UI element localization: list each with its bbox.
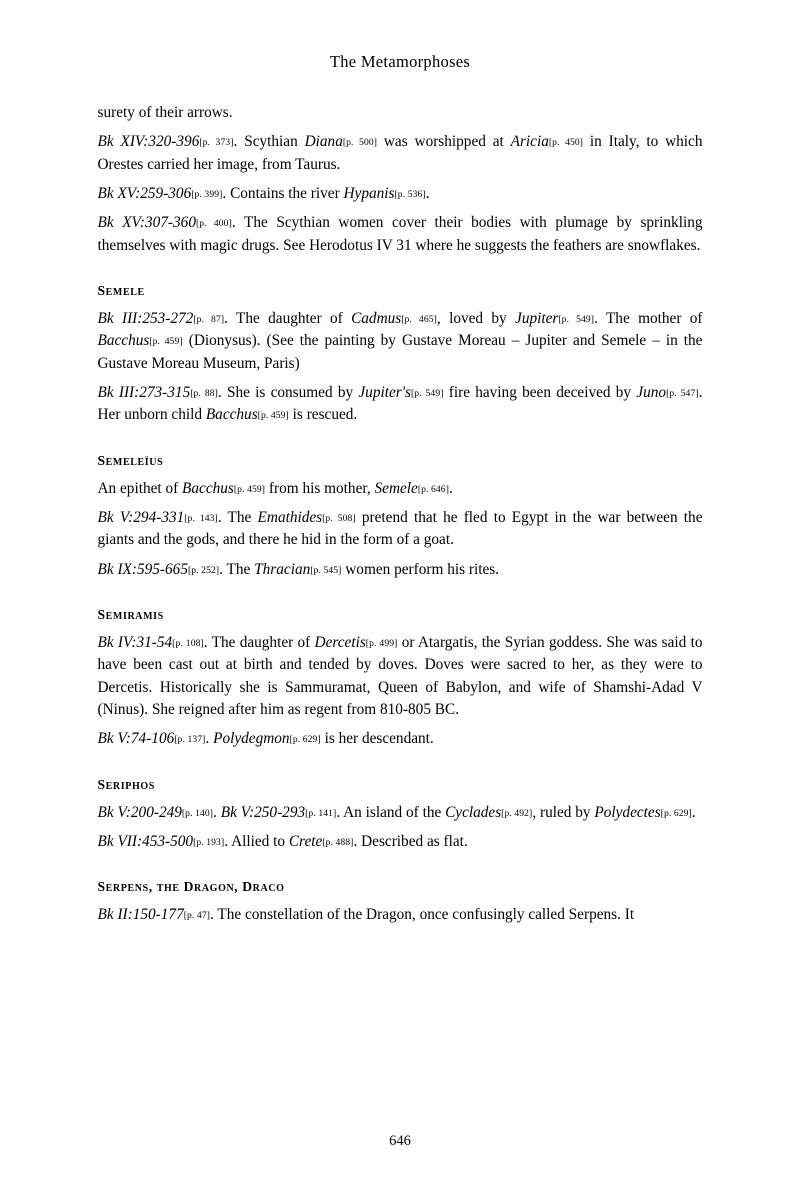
body-paragraph <box>98 904 703 926</box>
text-run: is rescued. <box>288 406 358 424</box>
book-reference: Bk IX:595-665 <box>97 560 188 578</box>
body-paragraph <box>98 559 703 581</box>
text-run: . <box>425 184 430 202</box>
text-run: . The <box>219 560 255 578</box>
text-run: is her descendant. <box>320 730 434 748</box>
body-paragraph <box>98 478 703 500</box>
page-citation[interactable]: [p. 547] <box>666 387 699 399</box>
page-citation[interactable]: [p. 499] <box>365 637 398 649</box>
page-citation[interactable]: [p. 492] <box>501 807 533 819</box>
page-citation[interactable]: [p. 141] <box>305 807 337 819</box>
entry-heading-semele <box>98 283 703 299</box>
text-run: . <box>449 479 453 497</box>
text-run: . The <box>217 508 258 526</box>
entry-heading-seriphos <box>98 777 703 793</box>
body-paragraph <box>98 308 703 375</box>
page-citation[interactable]: [p. 465] <box>401 313 437 325</box>
text-run: Serpens, the Dragon, Draco <box>97 879 285 895</box>
book-reference: Bk VII:453-500 <box>97 832 194 850</box>
book-reference: Bk V:250-293 <box>220 803 306 821</box>
text-run: . Contains the river <box>222 184 344 202</box>
text-run: women perform his rites. <box>341 560 500 578</box>
page-citation[interactable]: [p. 47] <box>183 910 211 922</box>
page-citation[interactable]: [p. 399] <box>191 188 223 200</box>
body-paragraph <box>98 831 703 853</box>
page-citation[interactable]: [p. 140] <box>181 807 214 819</box>
text-run: Semeleïus <box>97 452 164 468</box>
text-run: . She is consumed by <box>217 383 359 401</box>
text-run: fire having been deceived by <box>443 383 637 401</box>
text-run: Semiramis <box>97 606 164 622</box>
body-paragraph <box>98 802 703 824</box>
text-run: . The Scythian women cover their bodies with plumage by sprinkling themselves with magic drugs. See Herodotus IV 31 where he suggests the feathers are snowflakes. <box>97 214 703 254</box>
book-reference: Bk XV:259-306 <box>97 184 192 202</box>
text-run: An epithet of <box>97 479 183 497</box>
text-run: pretend that he fled to Egypt in the war between the giants and the gods, and there he hid in the form of a goat. <box>97 508 703 549</box>
text-run: . Allied to <box>224 832 289 850</box>
book-reference: Polydegmon <box>213 730 290 748</box>
text-run: . The daughter of <box>224 309 352 327</box>
body-paragraph <box>98 212 703 257</box>
body-paragraph <box>98 382 703 427</box>
text-run: (Dionysus). (See the painting by Gustave Moreau – Jupiter and Semele – in the Gustave Moreau Museum, Paris) <box>97 332 703 372</box>
text-run: . An island of the <box>336 803 446 821</box>
book-reference: Thracian <box>254 560 311 578</box>
page-citation[interactable]: [p. 646] <box>417 483 450 495</box>
book-reference: Emathides <box>257 508 323 526</box>
book-reference: Bk II:150-177 <box>97 906 184 924</box>
text-run: or Atargatis, the Syrian goddess. She was said to have been cast out at birth and tended by doves. Doves were sacred to her, as they were to Dercetis. Historically she is Sammuramat, Queen of Babylon, and wife of Shamshi-Adad V (Ninus). She reigned after him as regent from 810-805 BC. <box>97 633 703 718</box>
body-text-column <box>98 102 703 927</box>
text-run: was worshipped at <box>377 133 511 151</box>
text-run: surety of their arrows. <box>97 104 233 121</box>
text-run: . <box>205 730 214 748</box>
text-run: Seriphos <box>97 776 155 792</box>
page-citation[interactable]: [p. 193] <box>193 836 225 848</box>
book-reference: Bk III:253-272 <box>97 309 194 327</box>
text-run: . The mother of <box>594 309 703 327</box>
page-citation[interactable]: [p. 87] <box>193 313 225 325</box>
book-reference: Bk V:294-331 <box>97 508 185 526</box>
page-citation[interactable]: [p. 629] <box>289 734 321 746</box>
entry-heading-serpens <box>98 879 703 895</box>
text-run: , loved by <box>436 309 516 327</box>
text-run: from his mother, <box>265 479 375 497</box>
entry-heading-semiramis <box>98 607 703 623</box>
page-citation[interactable]: [p. 88] <box>190 387 218 399</box>
book-reference: Bacchus <box>205 406 258 424</box>
book-reference: Bk IV:31-54 <box>97 633 173 651</box>
text-run: , ruled by <box>532 803 595 821</box>
body-paragraph <box>98 131 703 176</box>
book-reference: Polydectes <box>594 803 661 821</box>
book-reference: Semele <box>374 479 418 497</box>
book-reference: Crete <box>288 832 323 850</box>
page-citation[interactable]: [p. 629] <box>660 807 692 819</box>
book-reference: Bacchus <box>97 332 150 350</box>
text-run: in Italy, to which Orestes carried her image, from Taurus. <box>97 133 703 173</box>
page-citation[interactable]: [p. 400] <box>195 218 232 230</box>
body-paragraph <box>98 507 703 552</box>
page-citation[interactable]: [p. 450] <box>548 137 584 149</box>
book-reference: Jupiter <box>515 309 559 327</box>
body-paragraph <box>98 728 703 750</box>
book-reference: Juno <box>636 383 667 401</box>
page-citation[interactable]: [p. 137] <box>174 734 206 746</box>
text-run: . <box>691 803 696 821</box>
page-citation[interactable]: [p. 459] <box>149 336 183 348</box>
book-reference: Aricia <box>510 133 549 151</box>
text-run: . <box>213 803 221 821</box>
page-citation[interactable]: [p. 508] <box>322 512 356 524</box>
book-reference: Bk XV:307-360 <box>97 214 196 232</box>
book-reference: Dercetis <box>314 633 366 651</box>
book-reference: Diana <box>304 133 343 151</box>
page-citation[interactable]: [p. 143] <box>184 512 218 524</box>
text-run: . Her unborn child <box>97 383 703 424</box>
text-run: . Scythian <box>233 133 305 151</box>
page-citation[interactable]: [p. 459] <box>233 483 266 495</box>
book-reference: Bk V:74-106 <box>97 730 175 748</box>
page-citation[interactable]: [p. 459] <box>257 410 289 422</box>
running-head: The Metamorphoses <box>329 52 471 71</box>
book-reference: Jupiter's <box>358 383 411 401</box>
page-citation[interactable]: [p. 545] <box>310 564 342 576</box>
book-reference: Bacchus <box>182 479 234 497</box>
book-reference: Bk III:273-315 <box>97 383 191 401</box>
text-run: Semele <box>97 282 145 298</box>
text-run: . The constellation of the Dragon, once confusingly called Serpens. It <box>210 906 635 924</box>
page-citation[interactable]: [p. 252] <box>187 564 220 576</box>
page-citation[interactable]: [p. 488] <box>322 836 354 848</box>
page-citation[interactable]: [p. 549] <box>410 387 444 399</box>
text-run: . The daughter of <box>203 633 315 651</box>
book-reference: Bk XIV:320-396 <box>97 133 200 151</box>
body-paragraph <box>98 183 703 205</box>
continuation-paragraph <box>98 102 703 124</box>
page-number: 646 <box>389 1133 411 1149</box>
page-citation[interactable]: [p. 549] <box>558 313 595 325</box>
entry-heading-semeleius <box>98 453 703 469</box>
book-reference: Hypanis <box>343 184 395 202</box>
text-run: . Described as flat. <box>353 832 468 850</box>
body-paragraph <box>98 632 703 721</box>
page-citation[interactable]: [p. 373] <box>199 137 234 149</box>
page-citation[interactable]: [p. 108] <box>172 637 204 649</box>
book-reference: Cadmus <box>351 309 402 327</box>
page-citation[interactable]: [p. 536] <box>394 188 426 200</box>
page-citation[interactable]: [p. 500] <box>342 137 378 149</box>
book-reference: Cyclades <box>445 803 502 821</box>
book-reference: Bk V:200-249 <box>97 803 182 821</box>
